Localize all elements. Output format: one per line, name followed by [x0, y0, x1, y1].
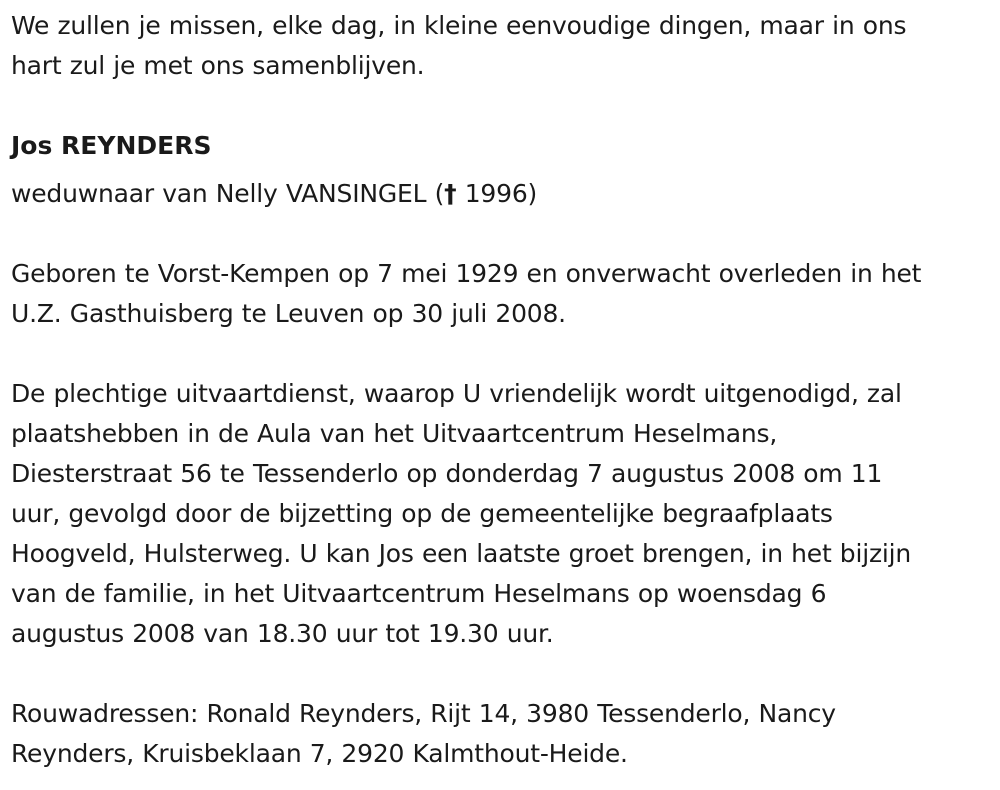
birth-death-paragraph: Geboren te Vorst-Kempen op 7 mei 1929 en onverwacht overleden in het U.Z. Gasthuisberg te Leuven op 30 juli 2008. [11, 259, 922, 328]
condolence-addresses: Rouwadressen: Ronald Reynders, Rijt 14, 3980 Tessenderlo, Nancy Reynders, Kruisbeklaan 7, 2920 Kalmthout-Heide. [11, 699, 836, 768]
spouse-suffix: 1996) [456, 179, 538, 208]
memorial-quote: We zullen je missen, elke dag, in kleine eenvoudige dingen, maar in ons hart zul je met ons samenblijven. [11, 11, 907, 80]
funeral-service-paragraph: De plechtige uitvaartdienst, waarop U vriendelijk wordt uitgenodigd, zal plaatshebben in de Aula van het Uitvaartcentrum Heselmans, Diesterstraat 56 te Tessenderlo op donderdag 7 augustus 2008 om 11 uur, gevolgd door de bijzetting op de gemeentelijke begraafplaats Hoogveld, Hulsterweg. U kan Jos een laatste groet brengen, in het bijzijn van de familie, in het Uitvaartcentrum Heselmans op woensdag 6 augustus 2008 van 18.30 uur tot 19.30 uur. [11, 379, 912, 648]
cross-icon: † [444, 179, 457, 208]
spouse-line [11, 174, 537, 214]
spouse-prefix: weduwnaar van Nelly VANSINGEL ( [11, 179, 445, 208]
deceased-name: Jos REYNDERS [11, 131, 212, 160]
